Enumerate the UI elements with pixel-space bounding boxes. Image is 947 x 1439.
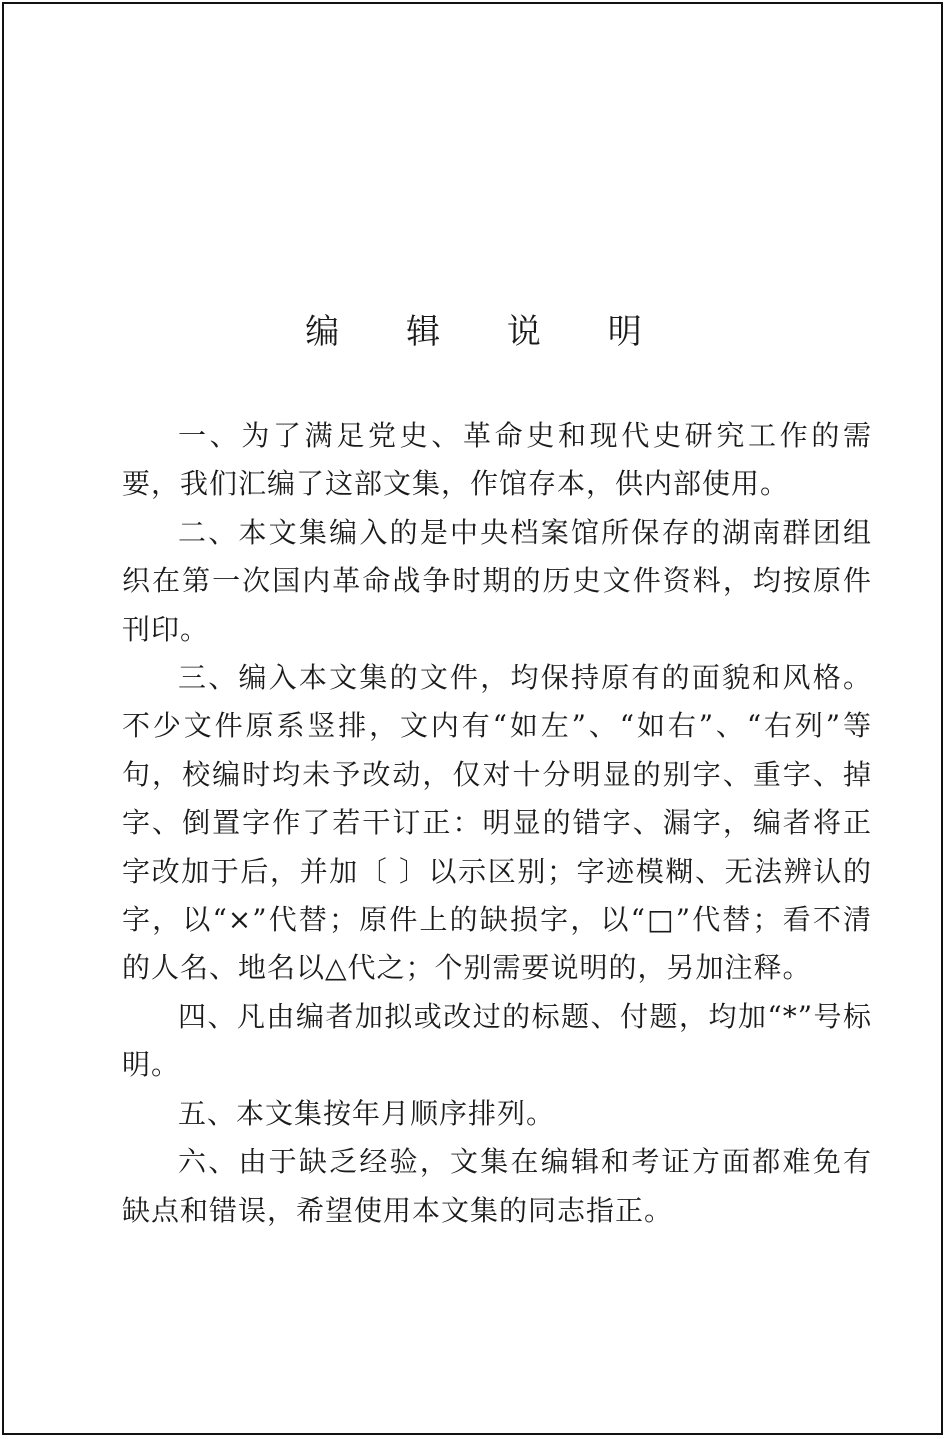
- paragraph-6: 六、由于缺乏经验，文集在编辑和考证方面都难免有缺点和错误，希望使用本文集的同志指正。: [122, 1145, 872, 1227]
- paragraph-5: 五、本文集按年月顺序排列。: [178, 1096, 556, 1130]
- paragraph-2: 二、本文集编入的是中央档案馆所保存的湖南群团组织在第一次国内革命战争时期的历史文件资料，均按原件刊印。: [122, 515, 872, 646]
- body-text: [122, 412, 872, 1235]
- paragraph-4: 四、凡由编者加拟或改过的标题、付题，均加“*”号标明。: [122, 999, 872, 1082]
- page-title: 编 辑 说 明: [305, 312, 670, 352]
- paragraph-3: 三、编入本文集的文件，均保持原有的面貌和风格。不少文件原系竖排，文内有“如左”、“如右”、“右列”等句，校编时均未予改动，仅对十分明显的别字、重字、掉字、倒置字作了若干订正：明显的错字、漏字，编者将正字改加于后，并加〔 〕以示区别；字迹模糊、无法辨认的字，以“×”代替；原件上的缺损字，以“□”代替；看不清的人名、地名以△代之；个别需要说明的，另加注释。: [122, 661, 872, 985]
- paragraph-1: 一、为了满足党史、革命史和现代史研究工作的需要，我们汇编了这部文集，作馆存本，供内部使用。: [122, 419, 872, 501]
